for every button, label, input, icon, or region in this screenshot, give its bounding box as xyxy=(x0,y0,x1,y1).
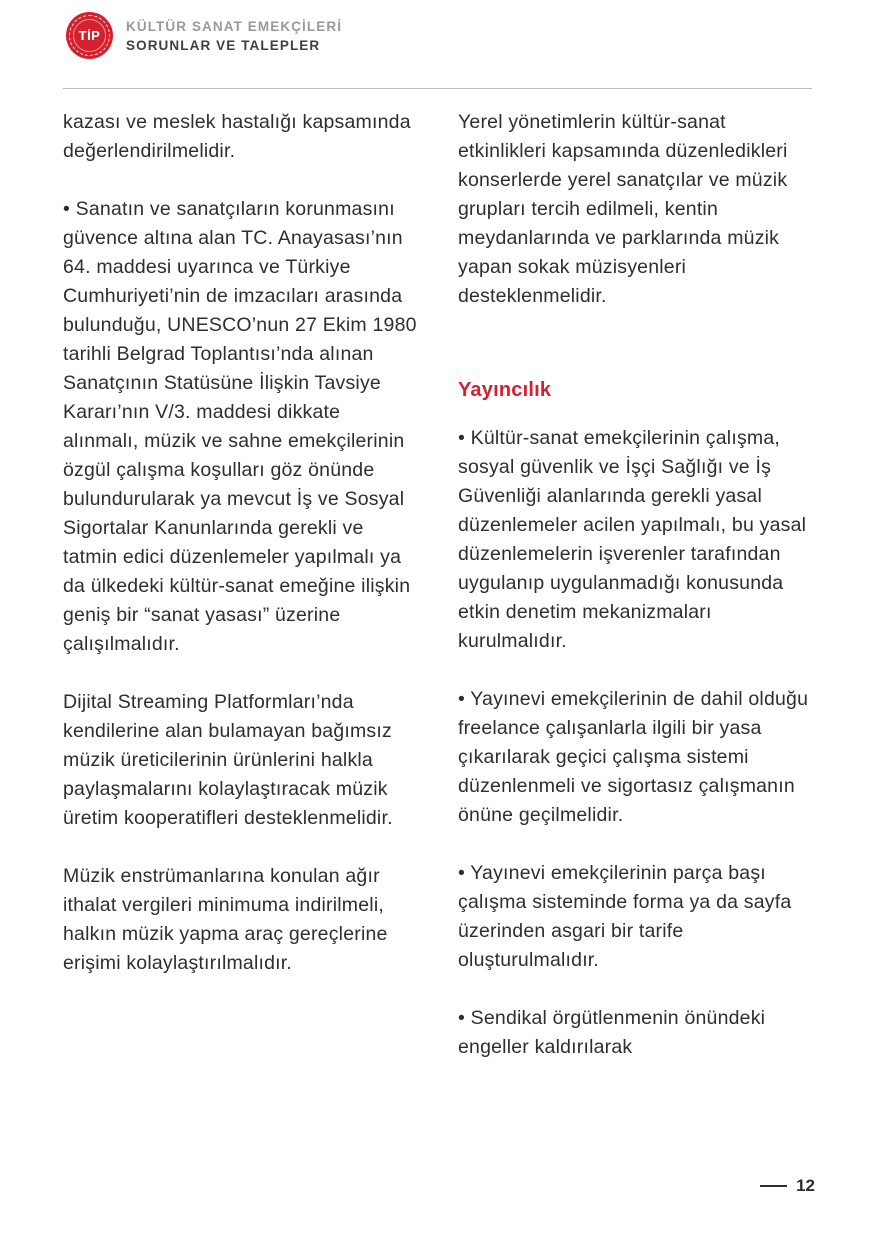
header-subtitle: KÜLTÜR SANAT EMEKÇİLERİ xyxy=(126,18,343,34)
header-divider xyxy=(63,88,812,89)
page-footer xyxy=(63,1176,815,1196)
bullet-paragraph: • Sendikal örgütlenmenin önündeki engeller kaldırılarak xyxy=(458,1007,766,1058)
header-titles xyxy=(126,19,342,53)
section-heading-yayincilik: Yayıncılık xyxy=(458,379,552,401)
paragraph: Yerel yönetimlerin kültür-sanat etkinlikleri kapsamında düzenledikleri konserlerde yerel sanatçılar ve müzik grupları tercih edilmeli, kentin meydanlarında ve parklarında müzik yapan sokak müzisyenleri desteklenmelidir. xyxy=(458,111,788,307)
tip-party-logo xyxy=(66,12,113,59)
page-number: 12 xyxy=(796,1176,815,1195)
bullet-paragraph: • Yayınevi emekçilerinin de dahil olduğu freelance çalışanlarla ilgili bir yasa çıkarılarak geçici çalışma sistemi düzenlenmeli ve sigortasız çalışmanın önüne geçilmelidir. xyxy=(458,688,809,826)
paragraph: kazası ve meslek hastalığı kapsamında değerlendirilmelidir. xyxy=(63,111,411,162)
footer-divider xyxy=(760,1185,787,1187)
bullet-paragraph: • Kültür-sanat emekçilerinin çalışma, sosyal güvenlik ve İşçi Sağlığı ve İş Güvenliği alanlarında gerekli yasal düzenlemeler acilen yapılmalı, bu yasal düzenlemelerin işverenler tarafından uygulanıp uygulanmadığı konusunda etkin denetim mekanizmaları kurulmalıdır. xyxy=(458,427,807,652)
header-title: SORUNLAR VE TALEPLER xyxy=(126,37,321,53)
right-column xyxy=(458,108,815,1091)
left-column xyxy=(63,108,420,1091)
paragraph: Müzik enstrümanlarına konulan ağır ithalat vergileri minimuma indirilmeli, halkın müzik yapma araç gereçlerine erişimi kolaylaştırılmalıdır. xyxy=(63,865,388,974)
bullet-paragraph: • Sanatın ve sanatçıların korunmasını güvence altına alan TC. Anayasası’nın 64. maddesi uyarınca ve Türkiye Cumhuriyeti’nin de imzacıları arasında bulunduğu, UNESCO’nun 27 Ekim 1980 tarihli Belgrad Toplantısı’nda alınan Sanatçının Statüsüne İlişkin Tavsiye Kararı’nın V/3. maddesi dikkate alınmalı, müzik ve sahne emekçilerinin özgül çalışma koşulları göz önünde bulundurularak ya mevcut İş ve Sosyal Sigortalar Kanunlarında gerekli ve tatmin edici düzenlemeler yapılmalı ya da ülkedeki kültür-sanat emeğine ilişkin geniş bir “sanat yasası” üzerine çalışılmalıdır. xyxy=(63,198,417,655)
page-header xyxy=(66,12,342,59)
paragraph: Dijital Streaming Platformları’nda kendilerine alan bulamayan bağımsız müzik üreticilerinin ürünlerini halkla paylaşmalarını kolaylaştıracak müzik üretim kooperatifleri desteklenmelidir. xyxy=(63,691,393,829)
content-columns xyxy=(63,108,815,1091)
bullet-paragraph: • Yayınevi emekçilerinin parça başı çalışma sisteminde forma ya da sayfa üzerinden asgari bir tarife oluşturulmalıdır. xyxy=(458,862,792,971)
logo-text: TİP xyxy=(78,28,101,43)
